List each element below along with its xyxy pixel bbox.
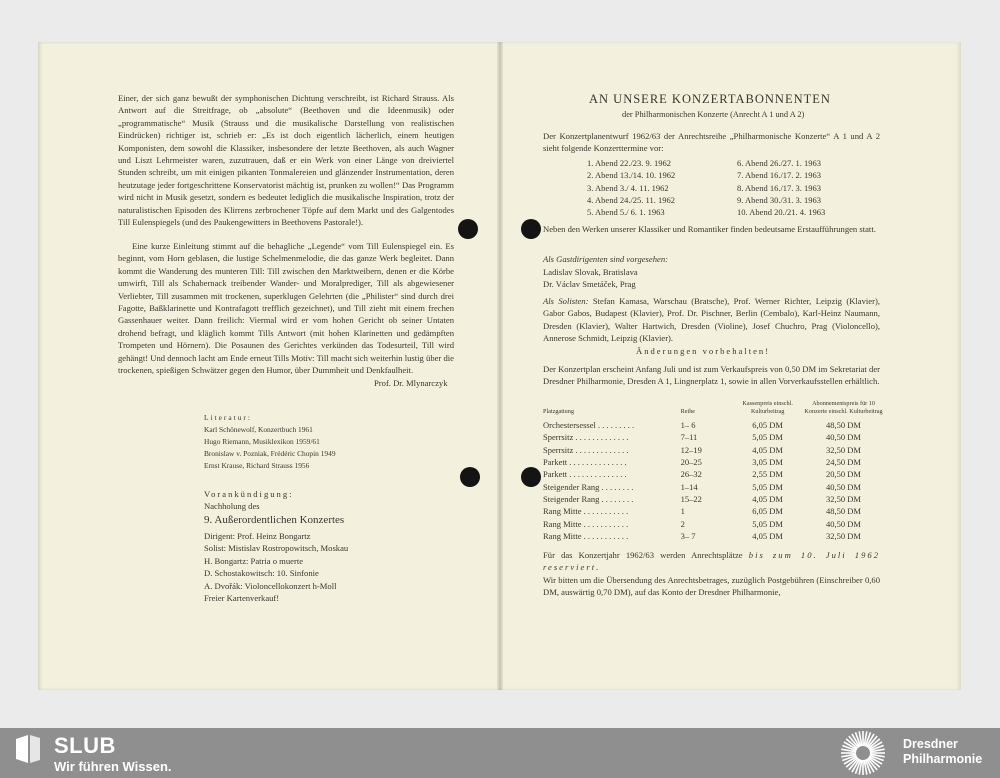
- punch-hole: [521, 219, 541, 239]
- soloists-paragraph: [543, 295, 880, 345]
- subscription-price: 20,50 DM: [826, 469, 861, 480]
- literature-item: Bronislaw v. Pozniak, Frédéric Chopin 1949: [204, 449, 336, 458]
- punch-hole: [458, 219, 478, 239]
- deadline-text: Für das Konzertjahr 1962/63 werden Anrechtsplätze: [543, 550, 743, 560]
- price-row: [543, 493, 883, 505]
- literature-list: [204, 424, 336, 472]
- schedule-date: 3. Abend 3./ 4. 11. 1962: [587, 182, 669, 193]
- philharmonie-logo-icon: [837, 728, 889, 778]
- box-office-price: 4,05 DM: [752, 493, 783, 504]
- row-range: 1: [680, 506, 685, 517]
- col-header: Kassenpreis einschl. Kulturbeitrag: [742, 400, 793, 415]
- row-range: 2: [680, 518, 685, 529]
- box-office-price: 4,05 DM: [752, 444, 783, 455]
- row-range: 7–11: [680, 432, 698, 443]
- row-range: 12–19: [680, 444, 702, 455]
- schedule-date: 10. Abend 20./21. 4. 1963: [737, 207, 826, 218]
- row-range: 3– 7: [680, 530, 696, 541]
- subscription-price: 48,50 DM: [826, 420, 861, 431]
- page-title: AN UNSERE KONZERTABONNENTEN: [589, 92, 831, 106]
- row-range: 1–14: [680, 481, 698, 492]
- price-table: [543, 400, 883, 542]
- price-row: [543, 419, 883, 431]
- subscription-price: 40,50 DM: [826, 481, 861, 492]
- works-note: Neben den Werken unserer Klassiker und Romantiker finden bedeutsame Erstaufführungen statt.: [543, 224, 876, 234]
- box-office-price: 3,05 DM: [752, 457, 783, 468]
- box-office-price: 5,05 DM: [752, 481, 783, 492]
- deadline-note: [543, 549, 880, 574]
- announcement-detail: D. Schostakowitsch: 10. Sinfonie: [204, 568, 319, 579]
- announcement-detail: Solist: Mistislav Rostropowitsch, Moskau: [204, 543, 349, 554]
- literature-item: Ernst Krause, Richard Strauss 1956: [204, 461, 310, 470]
- schedule-date: 7. Abend 16./17. 2. 1963: [737, 170, 822, 181]
- box-office-price: 6,05 DM: [752, 420, 783, 431]
- announcement-title: Vorankündigung:: [204, 489, 294, 499]
- slub-tagline: Wir führen Wissen.: [54, 759, 172, 774]
- schedule-date: 2. Abend 13./14. 10. 1962: [587, 170, 676, 181]
- punch-hole: [460, 467, 480, 487]
- footer-bar: [0, 728, 1000, 778]
- box-office-price: 6,05 DM: [752, 506, 783, 517]
- page-subtitle: der Philharmonischen Konzerte (Anrecht A 1 und A 2): [622, 110, 805, 119]
- seat-category: Sperrsitz . . . . . . . . . . . . .: [543, 444, 629, 455]
- seat-category: Rang Mitte . . . . . . . . . . .: [543, 518, 629, 529]
- philharmonie-line: Philharmonie: [903, 752, 983, 766]
- soloists-label: Als Solisten:: [543, 296, 589, 306]
- subscription-price: 32,50 DM: [826, 493, 861, 504]
- box-office-price: 4,05 DM: [752, 530, 783, 541]
- guest-conductor: Dr. Václav Smetáček, Prag: [543, 279, 636, 290]
- price-row: [543, 456, 883, 468]
- price-row: [543, 468, 883, 480]
- announcement-detail: Dirigent: Prof. Heinz Bongartz: [204, 531, 311, 541]
- signature: Prof. Dr. Mlynarczyk: [374, 378, 448, 388]
- price-row: [543, 518, 883, 530]
- box-office-price: 5,05 DM: [752, 518, 783, 529]
- soloists-text: Stefan Kamasa, Warschau (Bratsche), Prof. Werner Richter, Leipzig (Klavier), Gabor Gabos, Budapest (Klavier), Prof. Dr. Pischner, Berlin (Cembalo), Karl-Heinz Naumann, Dresden (Klavier), Walter Hartwich, Dresden (Violine), Josef Chuchro, Prag (Violoncello), Annerose Schmidt, Leipzig (Klavier).: [543, 296, 880, 344]
- announcement-concert: 9. Außerordentlichen Konzertes: [204, 514, 345, 526]
- schedule-date: 9. Abend 30./31. 3. 1963: [737, 194, 822, 205]
- page-spine: [497, 42, 503, 690]
- announcement-detail: A. Dvořák: Violoncellokonzert h-Moll: [204, 580, 337, 591]
- schedule-date: 6. Abend 26./27. 1. 1963: [737, 158, 822, 168]
- col-header: Reihe: [680, 407, 696, 415]
- row-range: 20–25: [680, 457, 702, 468]
- philharmonie-line: Dresdner: [903, 737, 958, 751]
- intro-paragraph: Der Konzertplanentwurf 1962/63 der Anrechtsreihe „Philharmonische Konzerte“ A 1 und A 2 sieht folgende Konzerttermine vor:: [543, 131, 880, 154]
- price-row: [543, 481, 883, 493]
- payment-note: Wir bitten um die Übersendung des Anrechtsbetrages, zuzüglich Postgebühren (Einschreiber 0,60 DM, auswärtig 0,70 DM), auf das Konto der Dresdner Philharmonie,: [543, 575, 880, 598]
- price-row: [543, 505, 883, 517]
- plan-note: Der Konzertplan erscheint Anfang Juli und ist zum Verkaufspreis von 0,50 DM im Sekretariat der Dresdner Philharmonie, Dresden A 1, Lingnerplatz 1, sowie in allen Vorverkaufsstellen erhältlich.: [543, 364, 880, 387]
- box-office-price: 5,05 DM: [752, 432, 783, 443]
- concert-schedule: [587, 157, 825, 218]
- box-office-price: 2,55 DM: [752, 469, 783, 480]
- literature-item: Karl Schönewolf, Konzertbuch 1961: [204, 425, 313, 434]
- guest-conductors: [543, 266, 638, 291]
- subscription-price: 48,50 DM: [826, 506, 861, 517]
- deadline-emphasis: bis zum 10. Juli 1962 reserviert.: [543, 550, 880, 573]
- strauss-paragraph: Einer, der sich ganz bewußt der symphonischen Dichtung verschreibt, ist Richard Strauss. Als Antwort auf die Streitfrage, ob „absolute“ (Beethoven und die Ideenmusik) oder „programmatische“ Musik (Strauss und die musikalische Darstellung von realistischen Eindrücken) richtiger ist, schrieb er: „Es ist doch eigentlich lächerlich, einem heutigen Komponisten, dem sowohl die Klassiker, insbesondere der letzte Beethoven, als auch Wagner und Liszt Lehrmeister waren, zuzutrauen, daß er ein Werk von einer Länge von dreiviertel Stunden schreibt, um mit einigen pikanten Tonmalereien und glänzender Instrumentation, deren heutzutage jeder fortgeschrittene Konservatorist mächtig ist, prunken zu wollen!“ Das Programm wird nicht in Musik gesetzt, sondern es bedeutet lediglich die musikalische Inspiration, trotz der naturalistischen Episoden des Klirrens zerbrochener Töpfe auf dem Markt und des Galgentodes Till Eulenspiegels (und des Paukengewitters in Beethovens Pastorale!).: [118, 93, 454, 228]
- seat-category: Parkett . . . . . . . . . . . . . .: [543, 457, 627, 468]
- price-row: [543, 530, 883, 542]
- literature-item: Hugo Riemann, Musiklexikon 1959/61: [204, 437, 320, 446]
- announcement-detail: Freier Kartenverkauf!: [204, 593, 280, 604]
- subscription-price: 32,50 DM: [826, 444, 861, 455]
- guest-conductor: Ladislav Slovak, Bratislava: [543, 267, 638, 277]
- announcement-detail: H. Bongartz: Patria o muerte: [204, 555, 304, 566]
- slub-logo-icon: [12, 733, 44, 765]
- changes-notice: Änderungen vorbehalten!: [636, 346, 771, 356]
- row-range: 26–32: [680, 469, 702, 480]
- till-paragraph: Eine kurze Einleitung stimmt auf die behagliche „Legende“ vom Till Eulenspiegel ein. Es beginnt, vom Horn geblasen, die lustige Schelmenmelodie, die das ganze Werk begleitet. Dann kommt die Wanderung des munteren Till: Till zwischen den Marktweibern, denen er die Körbe umwirft, Till als Schabernack treibender Wander- und Moralprediger, Till als abgewiesener Verliebter, Till zusammen mit trockenen, superklugen Gelehrten (die „Philister“ sind durch drei Fagotte, Baßklarinette und Kontrafagott trefflich gezeichnet), und Till zieht mit einem frechen Gassenhauer weiter. Dann freilich: Viermal wird er vom hohen Gericht ob seiner Untaten drohend befragt, und kläglich kommt Tills Antwort (mit hohen Klarinetten und gedämpften Trompeten und Hörnern). Die Posaunen des Gerichtes verkünden das Todesurteil, Till wird gehängt! Und dennoch lacht am Ende erneut Tills Motiv: Till macht sich weiterhin lustig über die trockenen, spießigen Schwätzer gegen den Humor, über Dummheit und Denkfaulheit.: [118, 241, 454, 376]
- seat-category: Steigender Rang . . . . . . . .: [543, 481, 634, 492]
- guest-conductors-title: Als Gastdirigenten sind vorgesehen:: [543, 254, 668, 264]
- schedule-date: 8. Abend 16./17. 3. 1963: [737, 182, 822, 193]
- col-header: Abonnementspreis für 10 Konzerte einschl. Kulturbeitrag: [804, 400, 883, 415]
- subscription-price: 32,50 DM: [826, 530, 861, 541]
- subscription-price: 24,50 DM: [826, 457, 861, 468]
- subscription-price: 40,50 DM: [826, 518, 861, 529]
- seat-category: Steigender Rang . . . . . . . .: [543, 493, 634, 504]
- schedule-date: 1. Abend 22./23. 9. 1962: [587, 158, 672, 168]
- row-range: 15–22: [680, 493, 702, 504]
- literature-title: Literatur:: [204, 413, 252, 422]
- price-row: [543, 444, 883, 456]
- price-row: [543, 431, 883, 443]
- punch-hole: [521, 467, 541, 487]
- announcement-line: Nachholung des: [204, 501, 260, 511]
- seat-category: Rang Mitte . . . . . . . . . . .: [543, 530, 629, 541]
- seat-category: Parkett . . . . . . . . . . . . . .: [543, 469, 627, 480]
- seat-category: Rang Mitte . . . . . . . . . . .: [543, 506, 629, 517]
- seat-category: Orchestersessel . . . . . . . . .: [543, 420, 635, 431]
- schedule-date: 4. Abend 24./25. 11. 1962: [587, 194, 675, 205]
- row-range: 1– 6: [680, 420, 696, 431]
- seat-category: Sperrsitz . . . . . . . . . . . . .: [543, 432, 629, 443]
- subscription-price: 40,50 DM: [826, 432, 861, 443]
- philharmonie-name: [903, 737, 982, 767]
- announcement-details: [204, 530, 348, 604]
- slub-name: SLUB: [54, 733, 116, 758]
- schedule-date: 5. Abend 5./ 6. 1. 1963: [587, 207, 665, 218]
- col-header: Platzgattung: [543, 407, 574, 415]
